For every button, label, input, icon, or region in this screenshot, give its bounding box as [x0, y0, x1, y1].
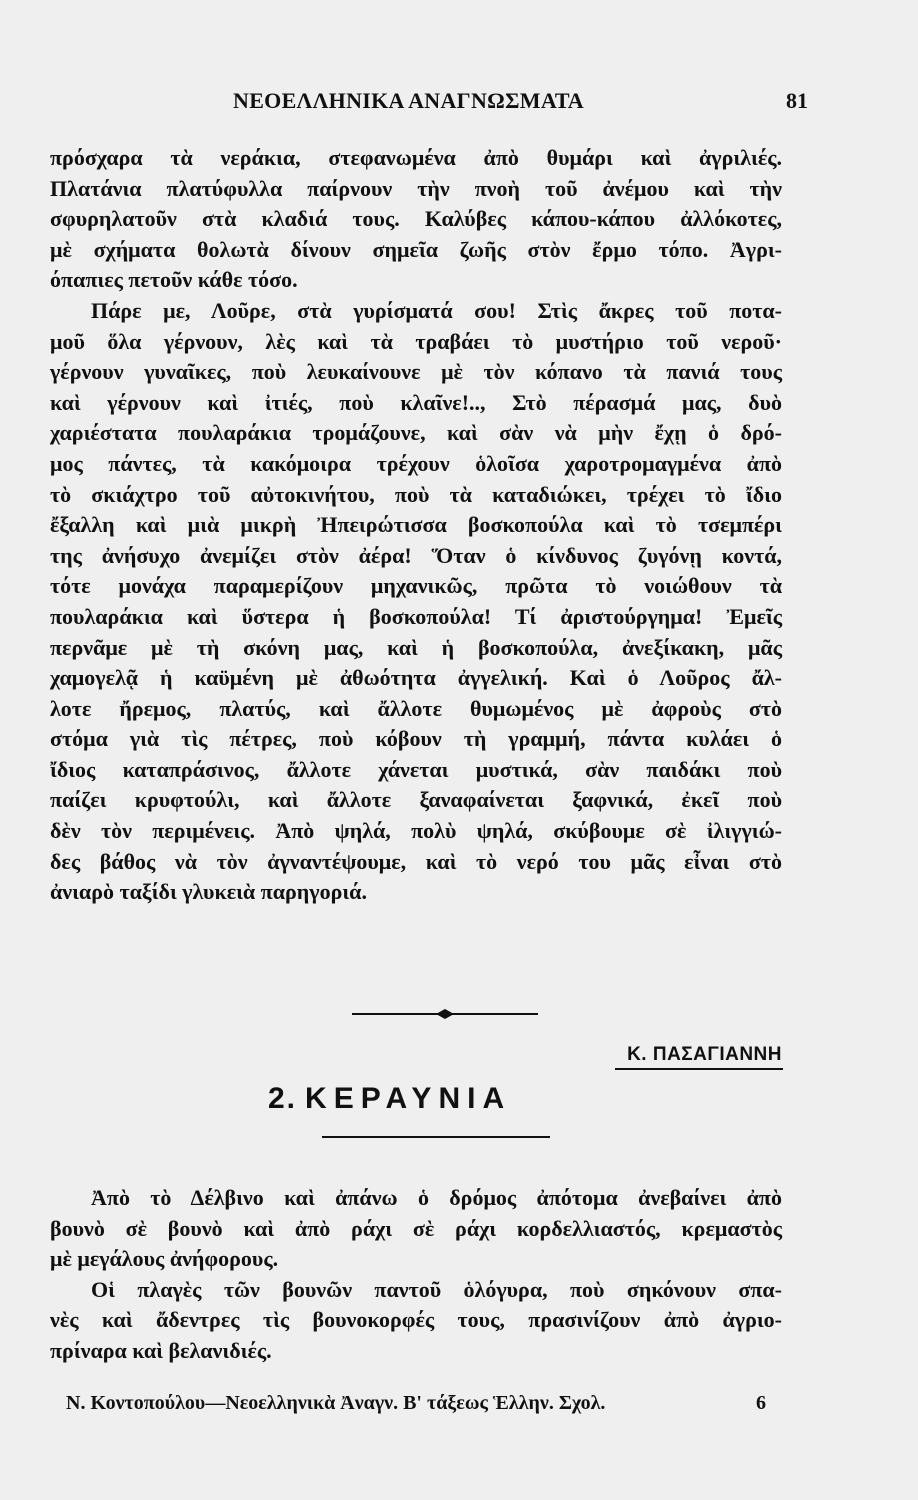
text-line: Πλατάνια πλατύφυλλα παίρνουν τὴν πνοὴ τοῦ ἀνέμου καὶ τὴν — [50, 175, 782, 201]
text-line: Ἀπὸ τὸ Δέλβινο καὶ ἀπάνω ὁ δρόμος ἀπότομα ἀνεβαίνει ἀπὸ — [91, 1185, 782, 1210]
page-footer — [66, 1392, 766, 1415]
text-line: τότε μονάχα παραμερίζουν μηχανικῶς, πρῶτα τὸ νοιώθουν τὰ — [50, 573, 782, 599]
text-line: της ἀνήσυχο ἀνεμίζει στὸν ἀέρα! Ὅταν ὁ κίνδυνος ζυγόνῃ κοντά, — [50, 542, 782, 568]
text-line: σφυρηλατοῦν στὰ κλαδιά τους. Καλύβες κάπου-κάπου ἀλλόκοτες, — [50, 206, 782, 232]
text-line: Οἱ πλαγὲς τῶν βουνῶν παντοῦ ὁλόγυρα, ποὺ σηκόνουν σπα- — [91, 1276, 782, 1302]
text-line: τὸ σκιάχτρο τοῦ αὐτοκινήτου, ποὺ τὰ καταδιώκει, τρέχει τὸ ἴδιο — [50, 481, 782, 507]
ornament-divider — [352, 1008, 538, 1020]
section-title: ΚΕΡΑΥΝΙΑ — [305, 1082, 512, 1115]
section-number: 2. — [268, 1082, 298, 1115]
running-title: ΝΕΟΕΛΛΗΝΙΚΑ ΑΝΑΓΝΩΣΜΑΤΑ — [233, 88, 584, 113]
text-line: μὲ μεγάλους ἀνήφορους. — [50, 1246, 279, 1272]
author-signature: Κ. ΠΑΣΑΓΙΑΝΝΗ — [627, 1044, 782, 1065]
page-number: 81 — [786, 88, 808, 113]
text-line: ἴδιος καταπράσινος, ἄλλοτε χάνεται μυστικά, σὰν παιδάκι ποὺ — [50, 756, 782, 782]
text-line: λοτε ἤρεμος, πλατύς, καὶ ἄλλοτε θυμωμένος μὲ ἀφροὺς στὸ — [50, 695, 782, 721]
text-line: πρίναρα καὶ βελανιδιές. — [50, 1337, 272, 1363]
signature-mark: 6 — [756, 1392, 766, 1414]
text-line: μὲ σχήματα θολωτὰ δίνουν σημεῖα ζωῆς στὸν ἔρμο τόπο. Ἀγρι- — [50, 236, 782, 262]
text-line: δες βάθος νὰ τὸν ἀγναντέψουμε, καὶ τὸ νερό του μᾶς εἶναι στὸ — [50, 848, 782, 874]
text-line: μος πάντες, τὰ κακόμοιρα τρέχουν ὁλοῖσα χαροτρομαγμένα ἀπὸ — [50, 450, 782, 476]
text-line: βουνὸ σὲ βουνὸ καὶ ἀπὸ ράχι σὲ ράχι κορδελλιαστός, κρεμαστὸς — [50, 1215, 782, 1241]
section-underline — [322, 1136, 550, 1138]
text-line: γέρνουν γυναῖκες, ποὺ λευκαίνουνε μὲ τὸν κόπανο τὰ πανιά τους — [50, 359, 782, 385]
text-line: όπαπιες πετοῦν κάθε τόσο. — [50, 267, 298, 293]
text-line: χαμογελᾷ ἡ καϋμένη μὲ ἀθωότητα ἀγγελική. Καὶ ὁ Λοῦρος ἄλ- — [50, 665, 782, 691]
page-header — [50, 88, 808, 120]
text-line: πρόσχαρα τὰ νεράκια, στεφανωμένα ἀπὸ θυμάρι καὶ ἀγριλιές. — [50, 145, 782, 170]
text-line: περνᾶμε μὲ τὴ σκόνη μας, καὶ ἡ βοσκοπούλα, ἀνεξίκακη, μᾶς — [50, 634, 782, 660]
text-line: πουλαράκια καὶ ὕστερα ἡ βοσκοπούλα! Τί ἀριστούργημα! Ἐμεῖς — [50, 603, 782, 629]
author-underline — [615, 1068, 783, 1070]
section-heading — [268, 1082, 511, 1116]
text-line: μοῦ ὅλα γέρνουν, λὲς καὶ τὰ τραβάει τὸ μυστήριο τοῦ νεροῦ· — [50, 328, 782, 354]
text-line: Πάρε με, Λοῦρε, στὰ γυρίσματά σου! Στὶς ἄκρες τοῦ ποτα- — [91, 297, 782, 323]
footer-citation: Ν. Κοντοπούλου—Νεοελληνικὰ Ἀναγν. Β' τάξεως Ἑλλην. Σχολ. — [66, 1392, 606, 1414]
text-line: νὲς καὶ ἄδεντρες τὶς βουνοκορφές τους, πρασινίζουν ἀπὸ ἀγριο- — [50, 1307, 782, 1333]
text-line: ἀνιαρὸ ταξίδι γλυκειὰ παρηγοριά. — [50, 879, 367, 905]
text-line: χαριέστατα πουλαράκια τρομάζουνε, καὶ σὰν νὰ μὴν ἔχῃ ὁ δρό- — [50, 420, 782, 446]
text-line: παίζει κρυφτούλι, καὶ ἄλλοτε ξαναφαίνεται ξαφνικά, ἐκεῖ ποὺ — [50, 787, 782, 813]
body-text-top — [50, 143, 782, 908]
body-text-bottom — [50, 1183, 782, 1367]
text-line: ἔξαλλη καὶ μιὰ μικρὴ Ἠπειρώτισσα βοσκοπούλα καὶ τὸ τσεμπέρι — [50, 512, 782, 538]
text-line: καὶ γέρνουν καὶ ἰτιές, ποὺ κλαῖνε!.., Στὸ πέρασμά μας, δυὸ — [50, 389, 782, 415]
text-line: δὲν τὸν περιμένεις. Ἀπὸ ψηλά, πολὺ ψηλά, σκύβουμε σὲ ἰλιγγιώ- — [50, 818, 782, 844]
text-line: στόμα γιὰ τὶς πέτρες, ποὺ κόβουν τὴ γραμμή, πάντα κυλάει ὁ — [50, 726, 782, 752]
